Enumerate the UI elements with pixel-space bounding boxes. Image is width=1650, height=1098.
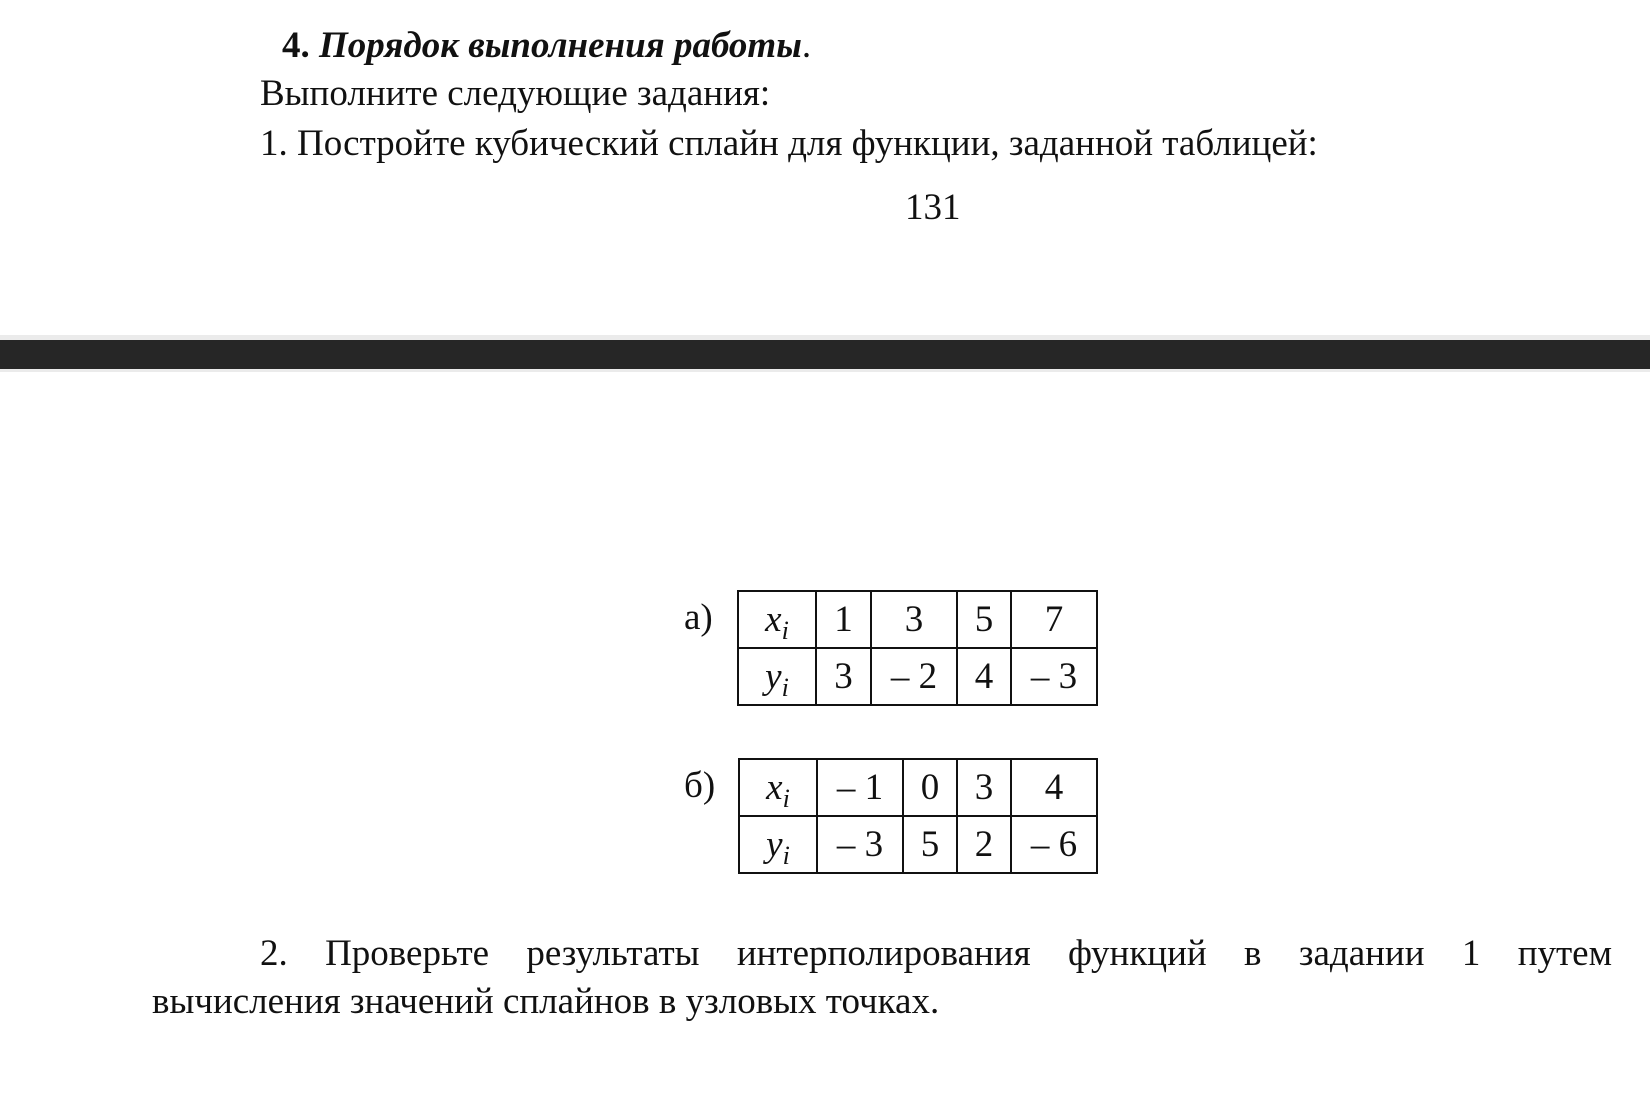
- task-1-text: 1. Постройте кубический сплайн для функции, заданной таблицей:: [260, 123, 1318, 164]
- table-a-x-cell: 5: [957, 591, 1011, 648]
- table-b-x-cell: – 1: [817, 759, 903, 816]
- table-b-x-header: $x_i$: [739, 759, 817, 816]
- table-b-x-cell: 0: [903, 759, 957, 816]
- page-break-divider: [0, 340, 1650, 369]
- table-a-y-cell: 4: [957, 648, 1011, 705]
- task-2-line-2: вычисления значений сплайнов в узловых точках.: [152, 981, 940, 1022]
- table-b-y-row: [739, 816, 1097, 873]
- table-b-y-cell: 2: [957, 816, 1011, 873]
- section-title: Порядок выполнения работы: [319, 25, 802, 66]
- table-a-y-header: $y_i$: [738, 648, 816, 705]
- section-heading: [282, 24, 811, 68]
- table-a-y-cell: 3: [816, 648, 871, 705]
- table-a-x-cell: 1: [816, 591, 871, 648]
- intro-text: Выполните следующие задания:: [260, 73, 771, 114]
- table-b-label: б): [684, 765, 716, 806]
- table-b-y-cell: – 3: [817, 816, 903, 873]
- table-b-x-row: [739, 759, 1097, 816]
- task-2-text: [152, 930, 1612, 1026]
- table-a: [737, 590, 1098, 706]
- table-a-x-cell: 7: [1011, 591, 1097, 648]
- table-b-y-cell: 5: [903, 816, 957, 873]
- table-a-y-cell: – 3: [1011, 648, 1097, 705]
- task-2-line-1: 2. Проверьте результаты интерполирования функций в задании 1 путем: [260, 933, 1612, 974]
- table-a-x-row: [738, 591, 1097, 648]
- table-a-x-header: $x_i$: [738, 591, 816, 648]
- section-title-end: .: [801, 25, 812, 66]
- table-b-y-header: $y_i$: [739, 816, 817, 873]
- table-a-x-cell: 3: [871, 591, 957, 648]
- table-b-x-cell: 4: [1011, 759, 1097, 816]
- section-number: 4.: [282, 25, 310, 66]
- table-b-y-cell: – 6: [1011, 816, 1097, 873]
- table-b-x-cell: 3: [957, 759, 1011, 816]
- page-number: 131: [905, 187, 961, 228]
- table-a-label: а): [684, 597, 713, 638]
- table-b: [738, 758, 1098, 874]
- page-break-edge-bottom: [0, 369, 1650, 372]
- table-a-y-cell: – 2: [871, 648, 957, 705]
- table-a-y-row: [738, 648, 1097, 705]
